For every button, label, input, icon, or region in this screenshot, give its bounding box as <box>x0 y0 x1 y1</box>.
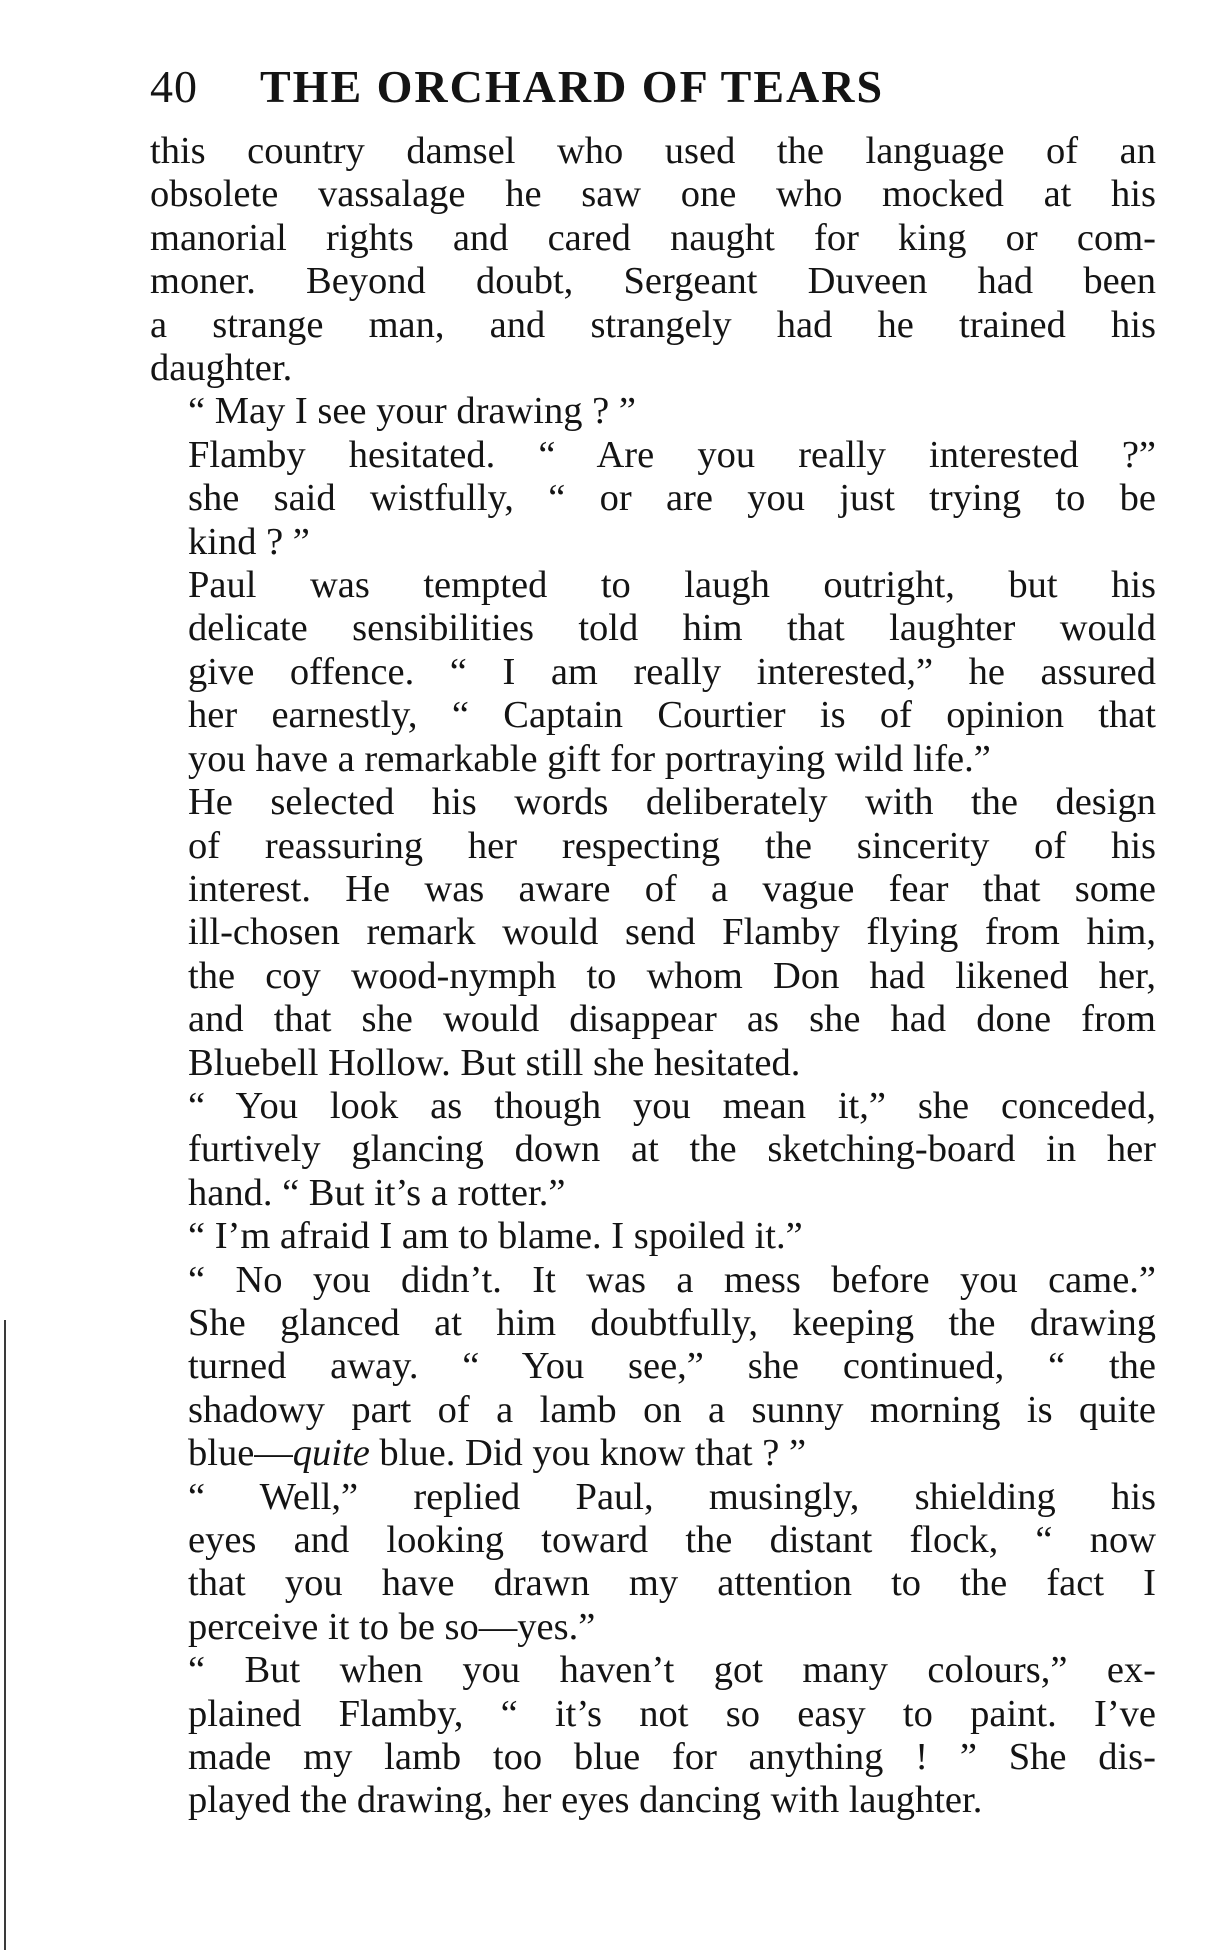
text-line: and that she would disappear as she had done from <box>188 998 1156 1041</box>
text-line: that you have drawn my attention to the fact I <box>188 1562 1156 1605</box>
page-number: 40 <box>150 61 198 112</box>
text-segment: blue. Did you know that ? ” <box>369 1432 807 1475</box>
text-line: the coy wood-nymph to whom Don had likened her, <box>188 954 1156 997</box>
text-line: moner. Beyond doubt, Sergeant Duveen had been <box>150 260 1156 303</box>
text-line: plained Flamby, “ it’s not so easy to paint. I’ve <box>188 1692 1156 1735</box>
text-line: shadowy part of a lamb on a sunny morning is quite <box>188 1388 1156 1431</box>
text-line: “ You look as though you mean it,” she conceded, <box>188 1084 1156 1127</box>
text-line: this country damsel who used the language of an <box>150 130 1156 172</box>
paragraph <box>150 390 1156 433</box>
page-header <box>150 60 1156 130</box>
body-text <box>150 130 1156 1823</box>
text-line: interest. He was aware of a vague fear that some <box>188 867 1156 910</box>
text-segment: blue— <box>188 1432 293 1475</box>
text-line: turned away. “ You see,” she continued, “ the <box>188 1345 1156 1388</box>
margin-scan-line <box>4 1320 6 1950</box>
paragraph <box>150 130 1156 390</box>
paragraph <box>150 1215 1156 1258</box>
text-line: you have a remarkable gift for portraying wild life.” <box>188 737 991 780</box>
italic-emphasis: quite <box>292 1432 370 1475</box>
text-line: manorial rights and cared naught for king or com- <box>150 216 1156 259</box>
paragraph <box>150 564 1156 781</box>
paragraph <box>150 1649 1156 1823</box>
text-line: obsolete vassalage he saw one who mocked at his <box>150 173 1156 216</box>
text-line: kind ? ” <box>188 520 310 563</box>
text-line: furtively glancing down at the sketching-board in her <box>188 1128 1156 1171</box>
text-line: of reassuring her respecting the sincerity of his <box>188 824 1156 867</box>
text-line: her earnestly, “ Captain Courtier is of opinion that <box>188 694 1156 737</box>
text-line: She glanced at him doubtfully, keeping the drawing <box>188 1301 1156 1344</box>
text-line: made my lamb too blue for anything ! ” She dis- <box>188 1736 1156 1779</box>
text-line: “ Well,” replied Paul, musingly, shielding his <box>188 1475 1156 1518</box>
paragraph <box>150 1085 1156 1215</box>
text-line: give offence. “ I am really interested,” he assured <box>188 650 1156 693</box>
text-line: Bluebell Hollow. But still she hesitated. <box>188 1041 801 1084</box>
text-line: daughter. <box>150 347 293 390</box>
text-line <box>150 1432 1156 1475</box>
paragraph <box>150 434 1156 564</box>
text-line: a strange man, and strangely had he trained his <box>150 303 1156 346</box>
text-line: He selected his words deliberately with the design <box>188 781 1156 824</box>
text-line: ill-chosen remark would send Flamby flying from him, <box>188 911 1156 954</box>
text-line: Paul was tempted to laugh outright, but his <box>188 564 1156 607</box>
text-line: “ No you didn’t. It was a mess before you came.” <box>188 1258 1156 1301</box>
text-line: played the drawing, her eyes dancing with laughter. <box>188 1779 983 1822</box>
text-line: perceive it to be so—yes.” <box>188 1605 596 1648</box>
text-line: delicate sensibilities told him that laughter would <box>188 607 1156 650</box>
text-line: eyes and looking toward the distant flock, “ now <box>188 1519 1156 1561</box>
paragraph <box>150 1259 1156 1476</box>
text-line: Flamby hesitated. “ Are you really interested ?” <box>188 433 1156 476</box>
running-title: THE ORCHARD OF TEARS <box>260 61 885 112</box>
book-page <box>150 60 1156 1823</box>
paragraph <box>150 1476 1156 1650</box>
text-line: “ I’m afraid I am to blame. I spoiled it.” <box>188 1215 803 1258</box>
text-line: hand. “ But it’s a rotter.” <box>188 1171 566 1214</box>
text-line: she said wistfully, “ or are you just trying to be <box>188 477 1156 520</box>
paragraph <box>150 781 1156 1085</box>
text-line: “ May I see your drawing ? ” <box>188 390 636 433</box>
text-line: “ But when you haven’t got many colours,” ex- <box>188 1649 1156 1692</box>
